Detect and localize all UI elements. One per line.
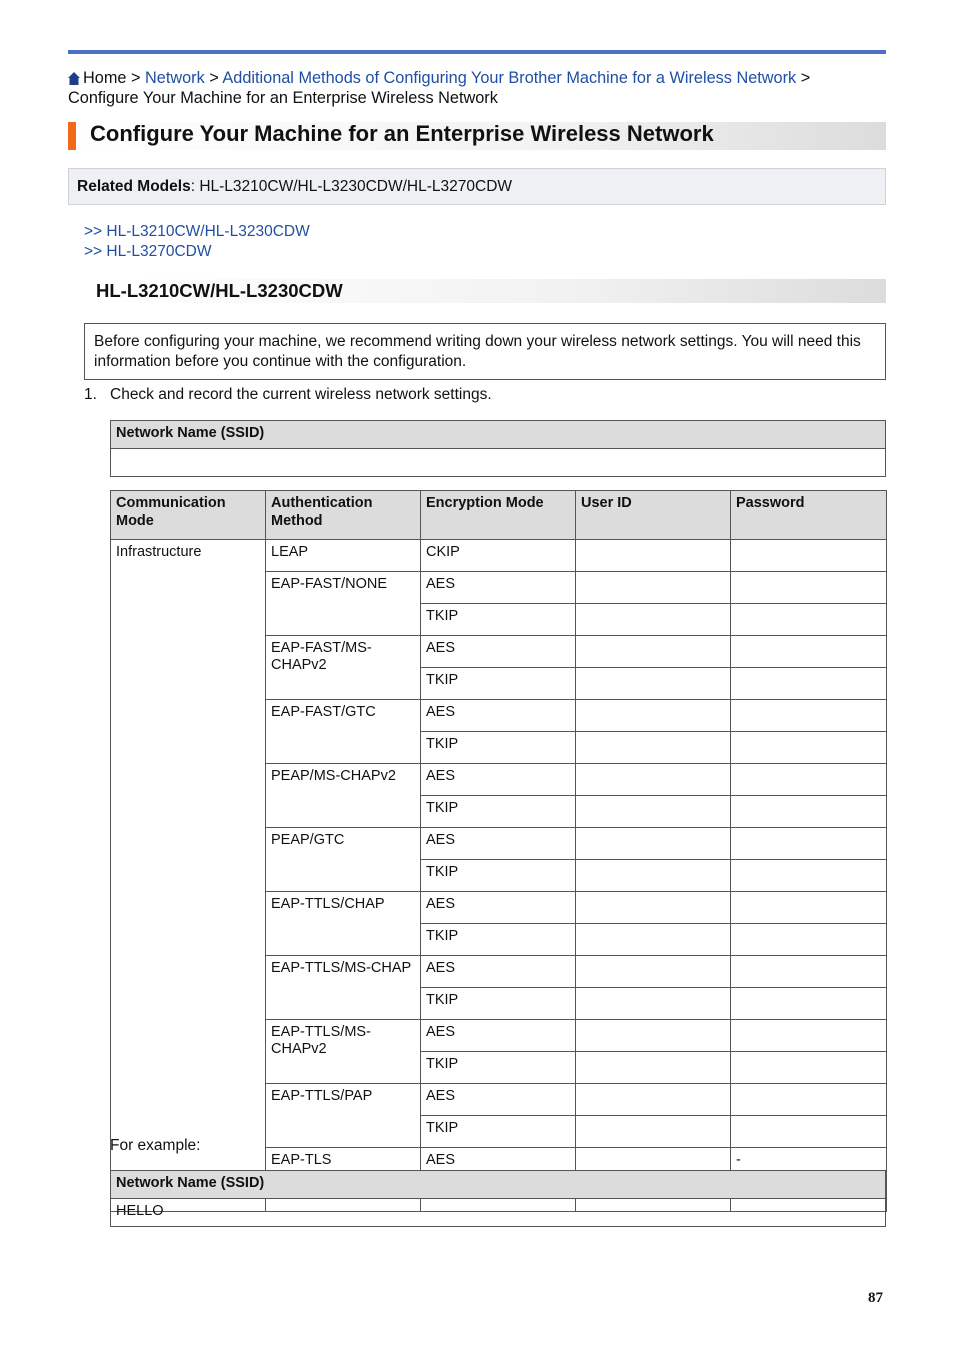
encryption-mode-cell: AES [421,1084,576,1116]
breadcrumb-home[interactable]: Home [83,69,127,87]
password-cell [731,732,887,764]
user-id-cell [576,860,731,892]
encryption-mode-cell: AES [421,892,576,924]
encryption-mode-cell: TKIP [421,860,576,892]
header-password: Password [731,491,887,540]
user-id-cell [576,1052,731,1084]
password-cell [731,892,887,924]
related-models-box: Related Models: HL-L3210CW/HL-L3230CDW/HL-L3270CDW [68,168,886,205]
communication-mode-cell: Infrastructure [111,540,266,1212]
breadcrumb-link-additional-methods[interactable]: Additional Methods of Configuring Your Brother Machine for a Wireless Network [222,69,797,87]
model-jump-links [84,222,310,261]
encryption-mode-cell: TKIP [421,1116,576,1148]
authentication-method-cell: EAP-TLS [266,1148,421,1212]
encryption-mode-cell: AES [421,764,576,796]
password-cell [731,764,887,796]
user-id-cell [576,828,731,860]
authentication-method-cell: EAP-TTLS/MS-CHAPv2 [266,1020,421,1084]
ssid-header: Network Name (SSID) [111,421,886,449]
password-cell [731,636,887,668]
authentication-method-cell: PEAP/GTC [266,828,421,892]
password-cell [731,540,887,572]
user-id-cell [576,572,731,604]
encryption-mode-cell: AES [421,636,576,668]
settings-table [110,490,887,1212]
user-id-cell [576,796,731,828]
section-title: HL-L3210CW/HL-L3230CDW [96,280,343,301]
breadcrumb-separator: > [800,69,811,87]
encryption-mode-cell: AES [421,700,576,732]
ssid-table [110,420,886,477]
password-cell [731,668,887,700]
user-id-cell [576,700,731,732]
authentication-method-cell: EAP-FAST/NONE [266,572,421,636]
encryption-mode-cell: TKIP [421,924,576,956]
note-box [84,323,886,380]
authentication-method-cell: EAP-TTLS/PAP [266,1084,421,1148]
encryption-mode-cell: AES [421,1148,576,1180]
related-models-label: Related Models [77,178,191,195]
encryption-mode-cell: TKIP [421,732,576,764]
password-cell [731,572,887,604]
title-accent-bar [68,122,76,150]
note-text: Before configuring your machine, we recommend writing down your wireless network settings. You will need this information before you continue with the configuration. [94,333,861,370]
authentication-method-cell: PEAP/MS-CHAPv2 [266,764,421,828]
user-id-cell [576,540,731,572]
example-label: For example: [110,1137,201,1154]
authentication-method-cell: LEAP [266,540,421,572]
password-cell [731,796,887,828]
encryption-mode-cell: TKIP [421,988,576,1020]
encryption-mode-cell: AES [421,956,576,988]
password-cell [731,988,887,1020]
encryption-mode-cell: TKIP [421,604,576,636]
user-id-cell [576,924,731,956]
example-ssid-value: HELLO [111,1199,886,1227]
home-icon[interactable] [68,72,80,85]
example-ssid-table [110,1170,886,1227]
related-models-value: HL-L3210CW/HL-L3230CDW/HL-L3270CDW [199,178,513,195]
ssid-value-cell [111,449,886,477]
authentication-method-cell: EAP-FAST/GTC [266,700,421,764]
page-title: Configure Your Machine for an Enterprise Wireless Network [90,121,714,146]
user-id-cell [576,764,731,796]
header-communication-mode: Communication Mode [111,491,266,540]
breadcrumb [68,68,828,108]
password-cell [731,924,887,956]
password-cell: - [731,1148,887,1180]
title-bar [68,122,886,150]
password-cell [731,1116,887,1148]
encryption-mode-cell: TKIP [421,1052,576,1084]
user-id-cell [576,732,731,764]
encryption-mode-cell: TKIP [421,796,576,828]
password-cell [731,1084,887,1116]
jump-link-l3210-l3230[interactable]: >> HL-L3210CW/HL-L3230CDW [84,223,310,240]
header-encryption-mode: Encryption Mode [421,491,576,540]
user-id-cell [576,604,731,636]
user-id-cell [576,956,731,988]
header-user-id: User ID [576,491,731,540]
password-cell [731,700,887,732]
breadcrumb-separator: > [130,69,141,87]
password-cell [731,828,887,860]
user-id-cell [576,988,731,1020]
encryption-mode-cell: CKIP [421,540,576,572]
step-number: 1. [84,386,97,403]
page-number: 87 [868,1290,883,1306]
breadcrumb-separator: > [209,69,219,87]
encryption-mode-cell: AES [421,828,576,860]
step-text: Check and record the current wireless network settings. [110,386,492,403]
encryption-mode-cell: AES [421,1020,576,1052]
section-title-bar [84,279,886,303]
password-cell [731,1020,887,1052]
header-authentication-method: Authentication Method [266,491,421,540]
user-id-cell [576,636,731,668]
authentication-method-cell: EAP-TTLS/CHAP [266,892,421,956]
user-id-cell [576,1116,731,1148]
user-id-cell [576,668,731,700]
password-cell [731,956,887,988]
breadcrumb-current: Configure Your Machine for an Enterprise Wireless Network [68,89,498,107]
jump-link-l3270[interactable]: >> HL-L3270CDW [84,242,212,260]
authentication-method-cell: EAP-FAST/MS-CHAPv2 [266,636,421,700]
encryption-mode-cell: TKIP [421,668,576,700]
step-1 [84,386,492,404]
authentication-method-cell: EAP-TTLS/MS-CHAP [266,956,421,1020]
user-id-cell [576,892,731,924]
user-id-cell [576,1020,731,1052]
user-id-cell [576,1084,731,1116]
password-cell [731,1052,887,1084]
table-row [111,540,887,572]
password-cell [731,604,887,636]
password-cell [731,860,887,892]
example-ssid-header: Network Name (SSID) [111,1171,886,1199]
breadcrumb-link-network[interactable]: Network [145,69,205,87]
top-rule [68,50,886,54]
encryption-mode-cell: AES [421,572,576,604]
